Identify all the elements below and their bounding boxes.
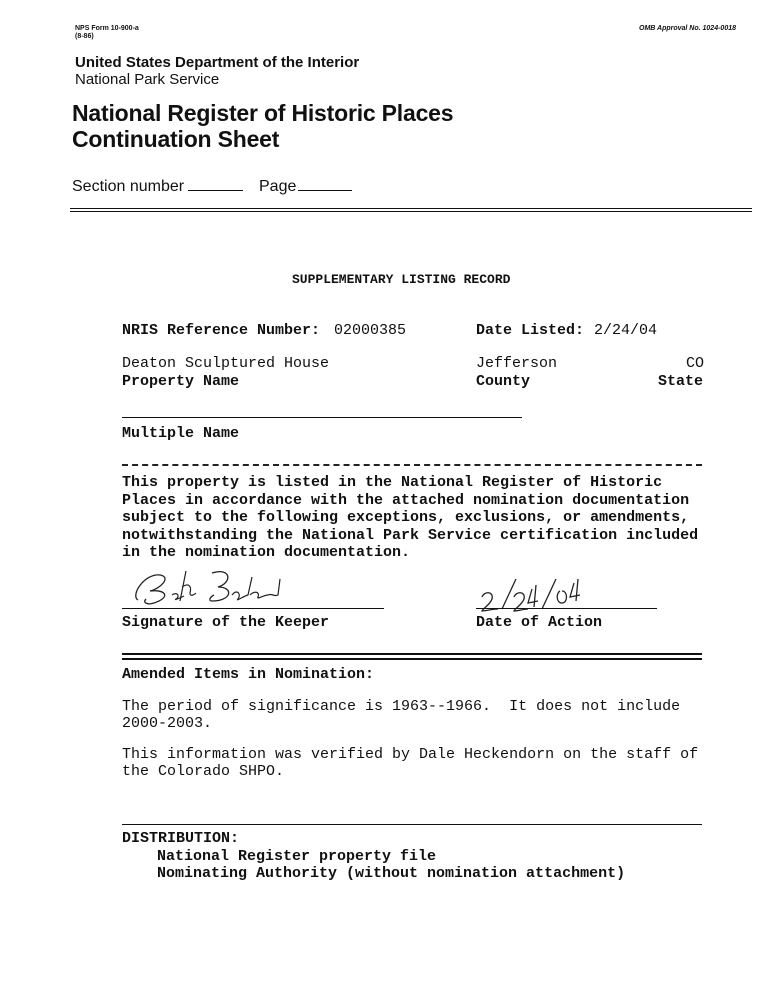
page-title: National Register of Historic Places — [72, 100, 454, 126]
record-heading: SUPPLEMENTARY LISTING RECORD — [292, 272, 511, 287]
date-listed-value: 2/24/04 — [594, 322, 658, 339]
amended-line: 2000-2003. — [122, 715, 213, 732]
form-number: NPS Form 10-900-a — [75, 25, 139, 32]
service-name: National Park Service — [75, 71, 220, 88]
department-name: United States Department of the Interior — [75, 54, 360, 71]
amended-line: This information was verified by Dale Heckendorn on the staff of — [122, 746, 699, 763]
amended-line: the Colorado SHPO. — [122, 763, 285, 780]
signature-label: Signature of the Keeper — [122, 614, 330, 631]
distribution-rule — [122, 824, 702, 825]
distribution-item: Nominating Authority (without nomination attachment) — [157, 865, 626, 882]
amended-heading: Amended Items in Nomination: — [122, 666, 375, 683]
county-value: Jefferson — [476, 355, 558, 372]
header-rule-bottom — [70, 211, 752, 212]
state-value: CO — [686, 355, 705, 372]
amended-line: The period of significance is 1963--1966. It does not include — [122, 698, 681, 715]
nris-value: 02000385 — [334, 322, 407, 339]
multiple-name-blank — [122, 417, 522, 418]
amended-paragraph — [122, 698, 680, 732]
dashed-divider — [122, 464, 702, 466]
amended-paragraph — [122, 746, 698, 780]
listing-statement — [122, 474, 698, 562]
page-subtitle: Continuation Sheet — [72, 126, 280, 152]
statement-line: in the nomination documentation. — [122, 544, 411, 562]
date-of-action-line — [476, 608, 657, 609]
section-number-label: Section number — [72, 178, 185, 195]
statement-line: notwithstanding the National Park Service certification included — [122, 526, 699, 544]
property-name-value: Deaton Sculptured House — [122, 355, 330, 372]
keeper-signature — [120, 565, 290, 610]
distribution-label: DISTRIBUTION: — [122, 830, 240, 847]
omb-approval: OMB Approval No. 1024-0018 — [639, 25, 736, 32]
double-divider — [122, 653, 702, 660]
signature-line — [122, 608, 384, 609]
page-label: Page — [259, 178, 297, 195]
section-number-blank — [188, 190, 243, 191]
header-rule-top — [70, 208, 752, 209]
form-date: (8-86) — [75, 33, 94, 40]
state-label: State — [658, 373, 704, 390]
statement-line: Places in accordance with the attached nomination documentation — [122, 491, 690, 509]
date-listed-label: Date Listed: — [476, 322, 585, 339]
action-date-handwritten — [476, 575, 586, 615]
multiple-name-label: Multiple Name — [122, 425, 240, 442]
page-number-blank — [298, 190, 352, 191]
property-name-label: Property Name — [122, 373, 240, 390]
nris-label: NRIS Reference Number: — [122, 322, 321, 339]
distribution-item: National Register property file — [157, 848, 437, 865]
county-label: County — [476, 373, 531, 390]
date-of-action-label: Date of Action — [476, 614, 603, 631]
statement-line: This property is listed in the National Register of Historic — [122, 474, 663, 491]
statement-line: subject to the following exceptions, exclusions, or amendments, — [122, 509, 690, 527]
